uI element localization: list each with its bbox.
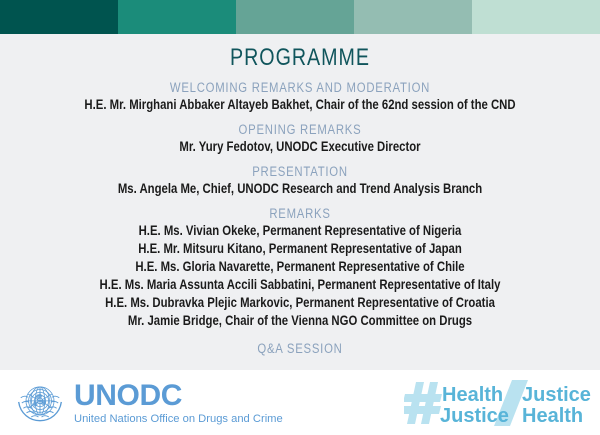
section-presentation — [0, 163, 600, 198]
section-heading: OPENING REMARKS — [238, 122, 362, 137]
unodc-wordmark — [74, 378, 283, 426]
color-band-darkest — [0, 0, 118, 34]
top-color-bar — [0, 0, 600, 34]
color-band-lightest — [472, 0, 600, 34]
programme-entry: H.E. Ms. Dubravka Plejic Markovic, Permanent Representative of Croatia — [105, 295, 495, 311]
section-opening-remarks — [0, 121, 600, 156]
unodc-logo — [14, 377, 283, 429]
section-heading: Q&A SESSION — [257, 341, 343, 356]
programme-entry: H.E. Ms. Gloria Navarette, Permanent Representative of Chile — [135, 259, 465, 275]
programme-entry: Mr. Jamie Bridge, Chair of the Vienna NGO Committee on Drugs — [127, 313, 473, 329]
health-justice-campaign-logo — [404, 378, 594, 428]
campaign-line2-right: Health — [522, 405, 584, 427]
section-heading: PRESENTATION — [252, 164, 348, 179]
color-band-mid — [236, 0, 354, 34]
programme-entry: H.E. Ms. Vivian Okeke, Permanent Representative of Nigeria — [138, 223, 462, 239]
page-title: PROGRAMME — [229, 44, 371, 71]
unodc-tagline: United Nations Office on Drugs and Crime — [74, 412, 283, 425]
campaign-line2-left: Justice — [440, 405, 509, 427]
programme-entry: Mr. Yury Fedotov, UNODC Executive Director — [179, 139, 421, 155]
programme-entry: H.E. Mr. Mitsuru Kitano, Permanent Representative of Japan — [138, 241, 462, 257]
campaign-line1-right: Justice — [522, 384, 591, 406]
section-heading: REMARKS — [269, 206, 331, 221]
section-qa-session — [0, 340, 600, 357]
unodc-acronym: UNODC — [74, 378, 182, 412]
color-band-dark — [118, 0, 236, 34]
hashtag-icon — [404, 382, 442, 424]
campaign-line1-left: Health — [442, 384, 504, 406]
color-band-light — [354, 0, 472, 34]
section-welcoming-remarks — [0, 79, 600, 114]
section-remarks — [0, 205, 600, 330]
programme-slide-body — [0, 34, 600, 370]
section-heading: WELCOMING REMARKS AND MODERATION — [169, 80, 431, 95]
programme-entry: H.E. Mr. Mirghani Abbaker Altayeb Bakhet, Chair of the 62nd session of the CND — [84, 97, 516, 113]
programme-entry: H.E. Ms. Maria Assunta Accili Sabbatini, Permanent Representative of Italy — [99, 277, 501, 293]
programme-entry: Ms. Angela Me, Chief, UNODC Research and Trend Analysis Branch — [117, 181, 483, 197]
un-emblem-icon — [14, 377, 66, 429]
